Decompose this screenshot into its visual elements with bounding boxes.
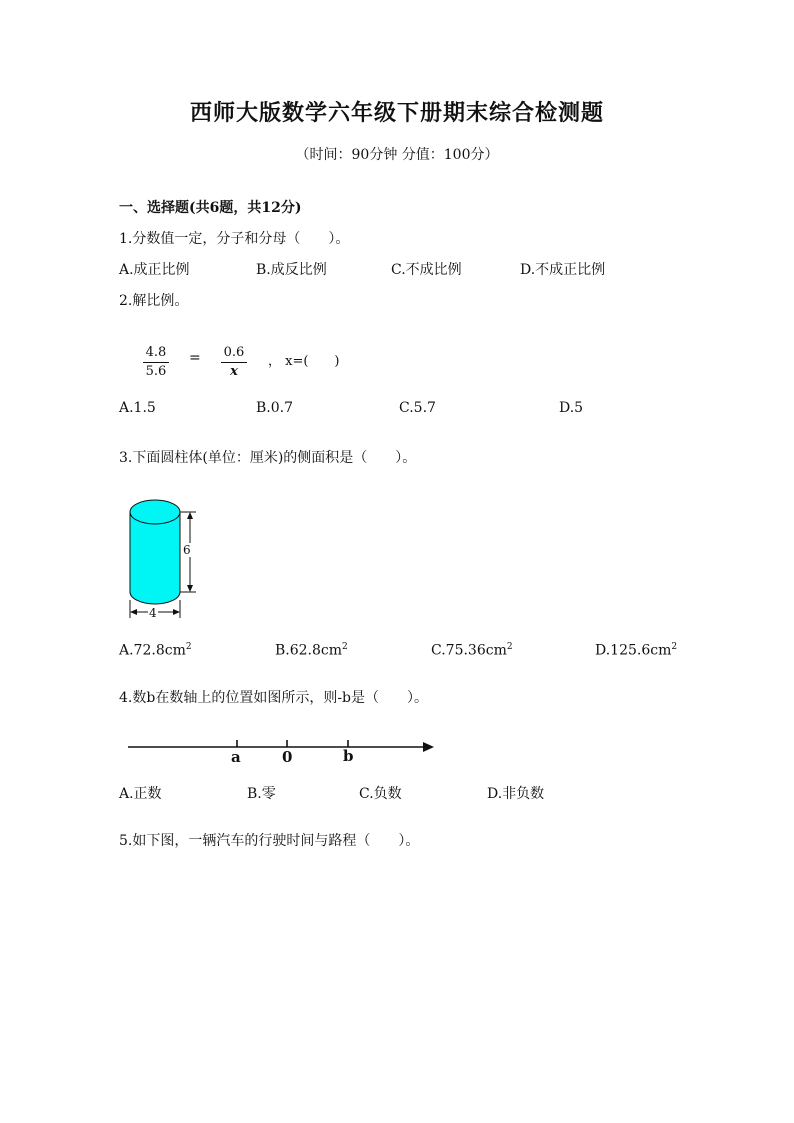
fraction-right-denominator: x bbox=[230, 364, 238, 379]
label-zero: 0 bbox=[282, 748, 293, 766]
height-label: 6 bbox=[183, 543, 191, 557]
exam-info: （时间：90分钟 分值：100分） bbox=[295, 147, 499, 163]
q2-option-b: B.0.7 bbox=[256, 400, 294, 416]
question-4-stem: 4.数b在数轴上的位置如图所示，则-b是（ ）。 bbox=[119, 690, 429, 706]
q3-option-b bbox=[275, 642, 348, 659]
q3-option-c-text: C.75.36cm bbox=[431, 642, 507, 659]
q3-option-b-text: B.62.8cm bbox=[275, 642, 343, 659]
fraction-right bbox=[221, 345, 247, 380]
q4-option-b: B.零 bbox=[247, 786, 276, 802]
q3-option-a-exponent: 2 bbox=[185, 642, 192, 652]
arrow-icon bbox=[423, 742, 434, 752]
q4-option-a: A.正数 bbox=[119, 786, 162, 802]
fraction-left-denominator: 5.6 bbox=[145, 364, 167, 379]
section-heading: 一、选择题(共6题，共12分) bbox=[119, 200, 302, 216]
question-1-stem: 1.分数值一定，分子和分母（ ）。 bbox=[119, 231, 350, 247]
q1-option-c: C.不成比例 bbox=[391, 262, 462, 278]
question-3-stem: 3.下面圆柱体(单位：厘米)的侧面积是（ ）。 bbox=[119, 450, 417, 466]
answer-blank: ， x=( ) bbox=[268, 354, 340, 369]
q3-option-a bbox=[119, 642, 192, 659]
fraction-left bbox=[143, 345, 169, 380]
q2-option-a: A.1.5 bbox=[119, 400, 156, 416]
q2-option-c: C.5.7 bbox=[399, 400, 436, 416]
q4-option-d: D.非负数 bbox=[487, 786, 545, 802]
q3-option-c bbox=[431, 642, 513, 659]
diameter-label: 4 bbox=[149, 606, 157, 620]
cylinder-figure bbox=[120, 488, 210, 628]
q1-option-d: D.不成正比例 bbox=[520, 262, 606, 278]
equals-sign: = bbox=[189, 350, 201, 366]
q4-option-c: C.负数 bbox=[359, 786, 402, 802]
question-5-stem: 5.如下图，一辆汽车的行驶时间与路程（ ）。 bbox=[119, 833, 420, 849]
q3-option-a-text: A.72.8cm bbox=[119, 642, 186, 659]
label-b: b bbox=[343, 747, 354, 765]
q1-option-b: B.成反比例 bbox=[256, 262, 327, 278]
cylinder-body bbox=[130, 500, 180, 604]
q3-option-d-text: D.125.6cm bbox=[595, 642, 672, 659]
fraction-right-numerator: 0.6 bbox=[221, 345, 247, 363]
q3-option-d bbox=[595, 642, 677, 659]
fraction-left-numerator: 4.8 bbox=[143, 345, 169, 363]
q2-option-d: D.5 bbox=[559, 400, 584, 416]
question-2-stem: 2.解比例。 bbox=[119, 293, 189, 309]
q3-option-d-exponent: 2 bbox=[671, 642, 678, 652]
q1-option-a: A.成正比例 bbox=[119, 262, 190, 278]
page-title: 西师大版数学六年级下册期末综合检测题 bbox=[189, 100, 604, 126]
q3-option-c-exponent: 2 bbox=[506, 642, 513, 652]
label-a: a bbox=[231, 748, 241, 766]
q3-option-b-exponent: 2 bbox=[342, 642, 348, 652]
